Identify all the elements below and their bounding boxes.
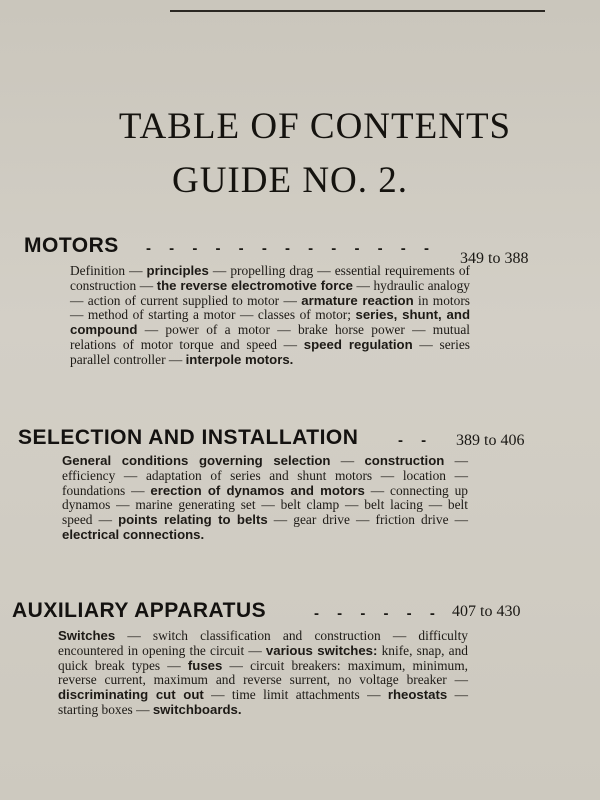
bold-topic: principles <box>146 263 209 278</box>
bold-topic: armature reaction <box>301 292 414 308</box>
bold-topic: interpole motors. <box>185 351 294 367</box>
topic-text: — propelling drag — essential requirements of construction — <box>70 263 470 293</box>
bold-topic: discriminating cut out <box>58 687 204 703</box>
toc-section-motors <box>0 232 600 367</box>
toc-entry-description <box>62 454 468 543</box>
toc-entry-heading <box>0 232 600 267</box>
toc-leader-dots: - - - - - - <box>314 605 442 622</box>
bold-topic: construction <box>364 453 445 468</box>
topic-text: — connecting up dynamos — marine generating set — belt clamp — belt lacing — belt speed — <box>62 482 468 528</box>
topic-text: — starting boxes — <box>58 687 468 717</box>
bold-topic: series, shunt, and compound <box>70 307 470 338</box>
toc-entry-title: AUXILIARY APPARATUS <box>12 599 267 622</box>
toc-page-range: 407 to 430 <box>452 603 521 620</box>
toc-leader-dots: - - - - - - - - - - - - - <box>146 240 436 257</box>
topic-text: — efficiency — adaptation of series and shunt motors — location — foundations — <box>62 453 468 498</box>
toc-page-range: 349 to 388 <box>460 250 529 267</box>
bold-topic: Switches <box>58 628 116 643</box>
bold-topic: points relating to belts <box>118 512 268 528</box>
title-line-2: GUIDE NO. 2. <box>171 160 409 201</box>
bold-topic: the reverse electromotive force <box>156 277 353 293</box>
topic-text: in motors — method of starting a motor — classes of motor; <box>70 292 470 323</box>
toc-section-selection-installation <box>0 424 600 542</box>
bold-topic: General conditions governing selection <box>62 453 331 468</box>
toc-entry-heading <box>0 424 600 452</box>
bold-topic: erection of dynamos and motors <box>150 482 365 498</box>
topic-text: — <box>330 453 365 468</box>
topic-text: — series parallel controller — <box>70 336 471 367</box>
toc-entry-heading <box>0 597 600 625</box>
topic-text: — gear drive — friction drive — <box>267 512 468 528</box>
topic-text: — switch classification and construction — difficulty encountered in opening the circuit — <box>58 628 468 658</box>
topic-text: — time limit attachments — <box>203 687 388 703</box>
bold-topic: speed regulation <box>303 336 413 352</box>
toc-entry-title: SELECTION AND INSTALLATION <box>18 426 359 449</box>
toc-section-auxiliary-apparatus <box>0 597 600 717</box>
toc-leader-dots: - - <box>398 432 434 449</box>
toc-page-range: 389 to 406 <box>456 432 525 449</box>
page-title <box>0 100 600 208</box>
bold-topic: electrical connections. <box>62 526 205 542</box>
toc-entry-description <box>70 264 470 368</box>
bold-topic: rheostats <box>387 687 448 703</box>
bold-topic: fuses <box>187 657 223 673</box>
topic-text: — power of a motor — brake horse power — mutual relations of motor torque and speed — <box>70 322 470 352</box>
toc-entry-title: MOTORS <box>24 234 119 257</box>
title-line-1: TABLE OF CONTENTS <box>118 106 512 147</box>
toc-entry-description <box>58 629 468 718</box>
bold-topic: switchboards. <box>152 701 242 717</box>
topic-text: Definition — <box>70 263 147 278</box>
top-rule <box>170 10 545 12</box>
topic-text: — hydraulic analogy — action of current supplied to motor — <box>70 277 470 308</box>
topic-text: knife, snap, and quick break types — <box>58 642 468 673</box>
topic-text: — circuit breakers: maximum, minimum, reverse current, maximum and reverse surrent, no voltage breaker — <box>58 657 468 688</box>
bold-topic: various switches: <box>265 642 378 658</box>
